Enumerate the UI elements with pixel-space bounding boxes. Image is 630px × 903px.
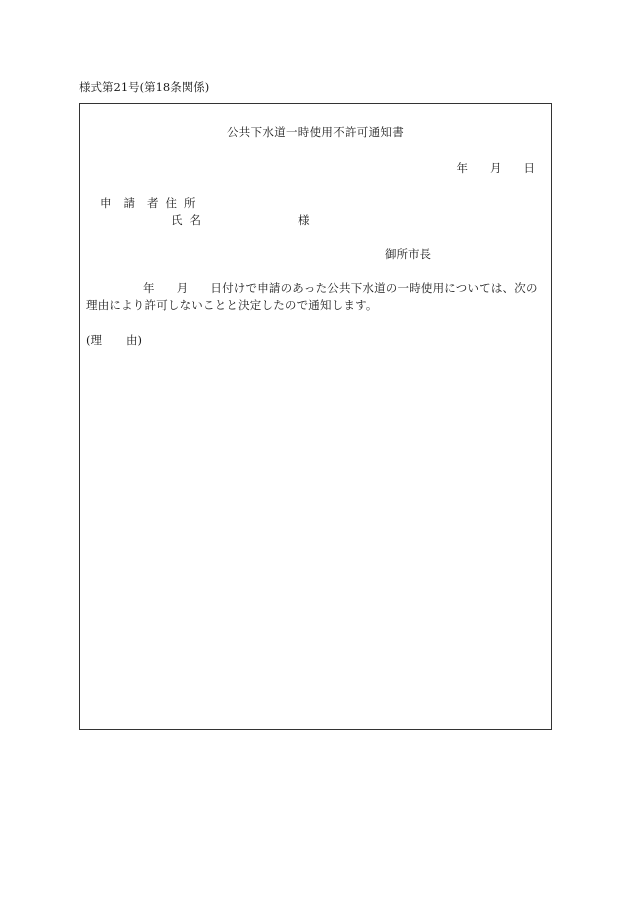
body-text: 日付けで申請のあった公共下水道の一時使用については、次の理由により許可しないことと決定したので通知します。 <box>86 281 538 312</box>
address-label-char: 所 <box>184 196 196 210</box>
date-line <box>457 160 536 176</box>
applicant-label-char: 申 <box>100 196 112 210</box>
reason-open: (理 <box>86 333 102 347</box>
applicant-name-line <box>171 212 201 228</box>
name-label-char: 氏 <box>171 213 183 227</box>
reason-label <box>86 332 142 348</box>
name-label-char: 名 <box>189 213 201 227</box>
form-number: 様式第21号(第18条関係) <box>79 80 210 94</box>
document-title: 公共下水道一時使用不許可通知書 <box>227 125 404 139</box>
notice-form-frame <box>79 103 552 730</box>
body-month-label: 月 <box>176 281 189 295</box>
body-year-label: 年 <box>143 281 155 295</box>
date-year-label: 年 <box>456 161 468 175</box>
notice-body <box>86 280 547 314</box>
applicant-label-char: 者 <box>147 196 159 210</box>
applicant-address-line <box>100 195 196 211</box>
issuer-mayor: 御所市長 <box>385 247 431 261</box>
address-label-char: 住 <box>165 196 177 210</box>
date-day-label: 日 <box>523 161 535 175</box>
date-month-label: 月 <box>490 161 502 175</box>
honorific-sama: 様 <box>298 213 310 227</box>
reason-close: 由) <box>126 333 142 347</box>
applicant-label-char: 請 <box>123 196 135 210</box>
